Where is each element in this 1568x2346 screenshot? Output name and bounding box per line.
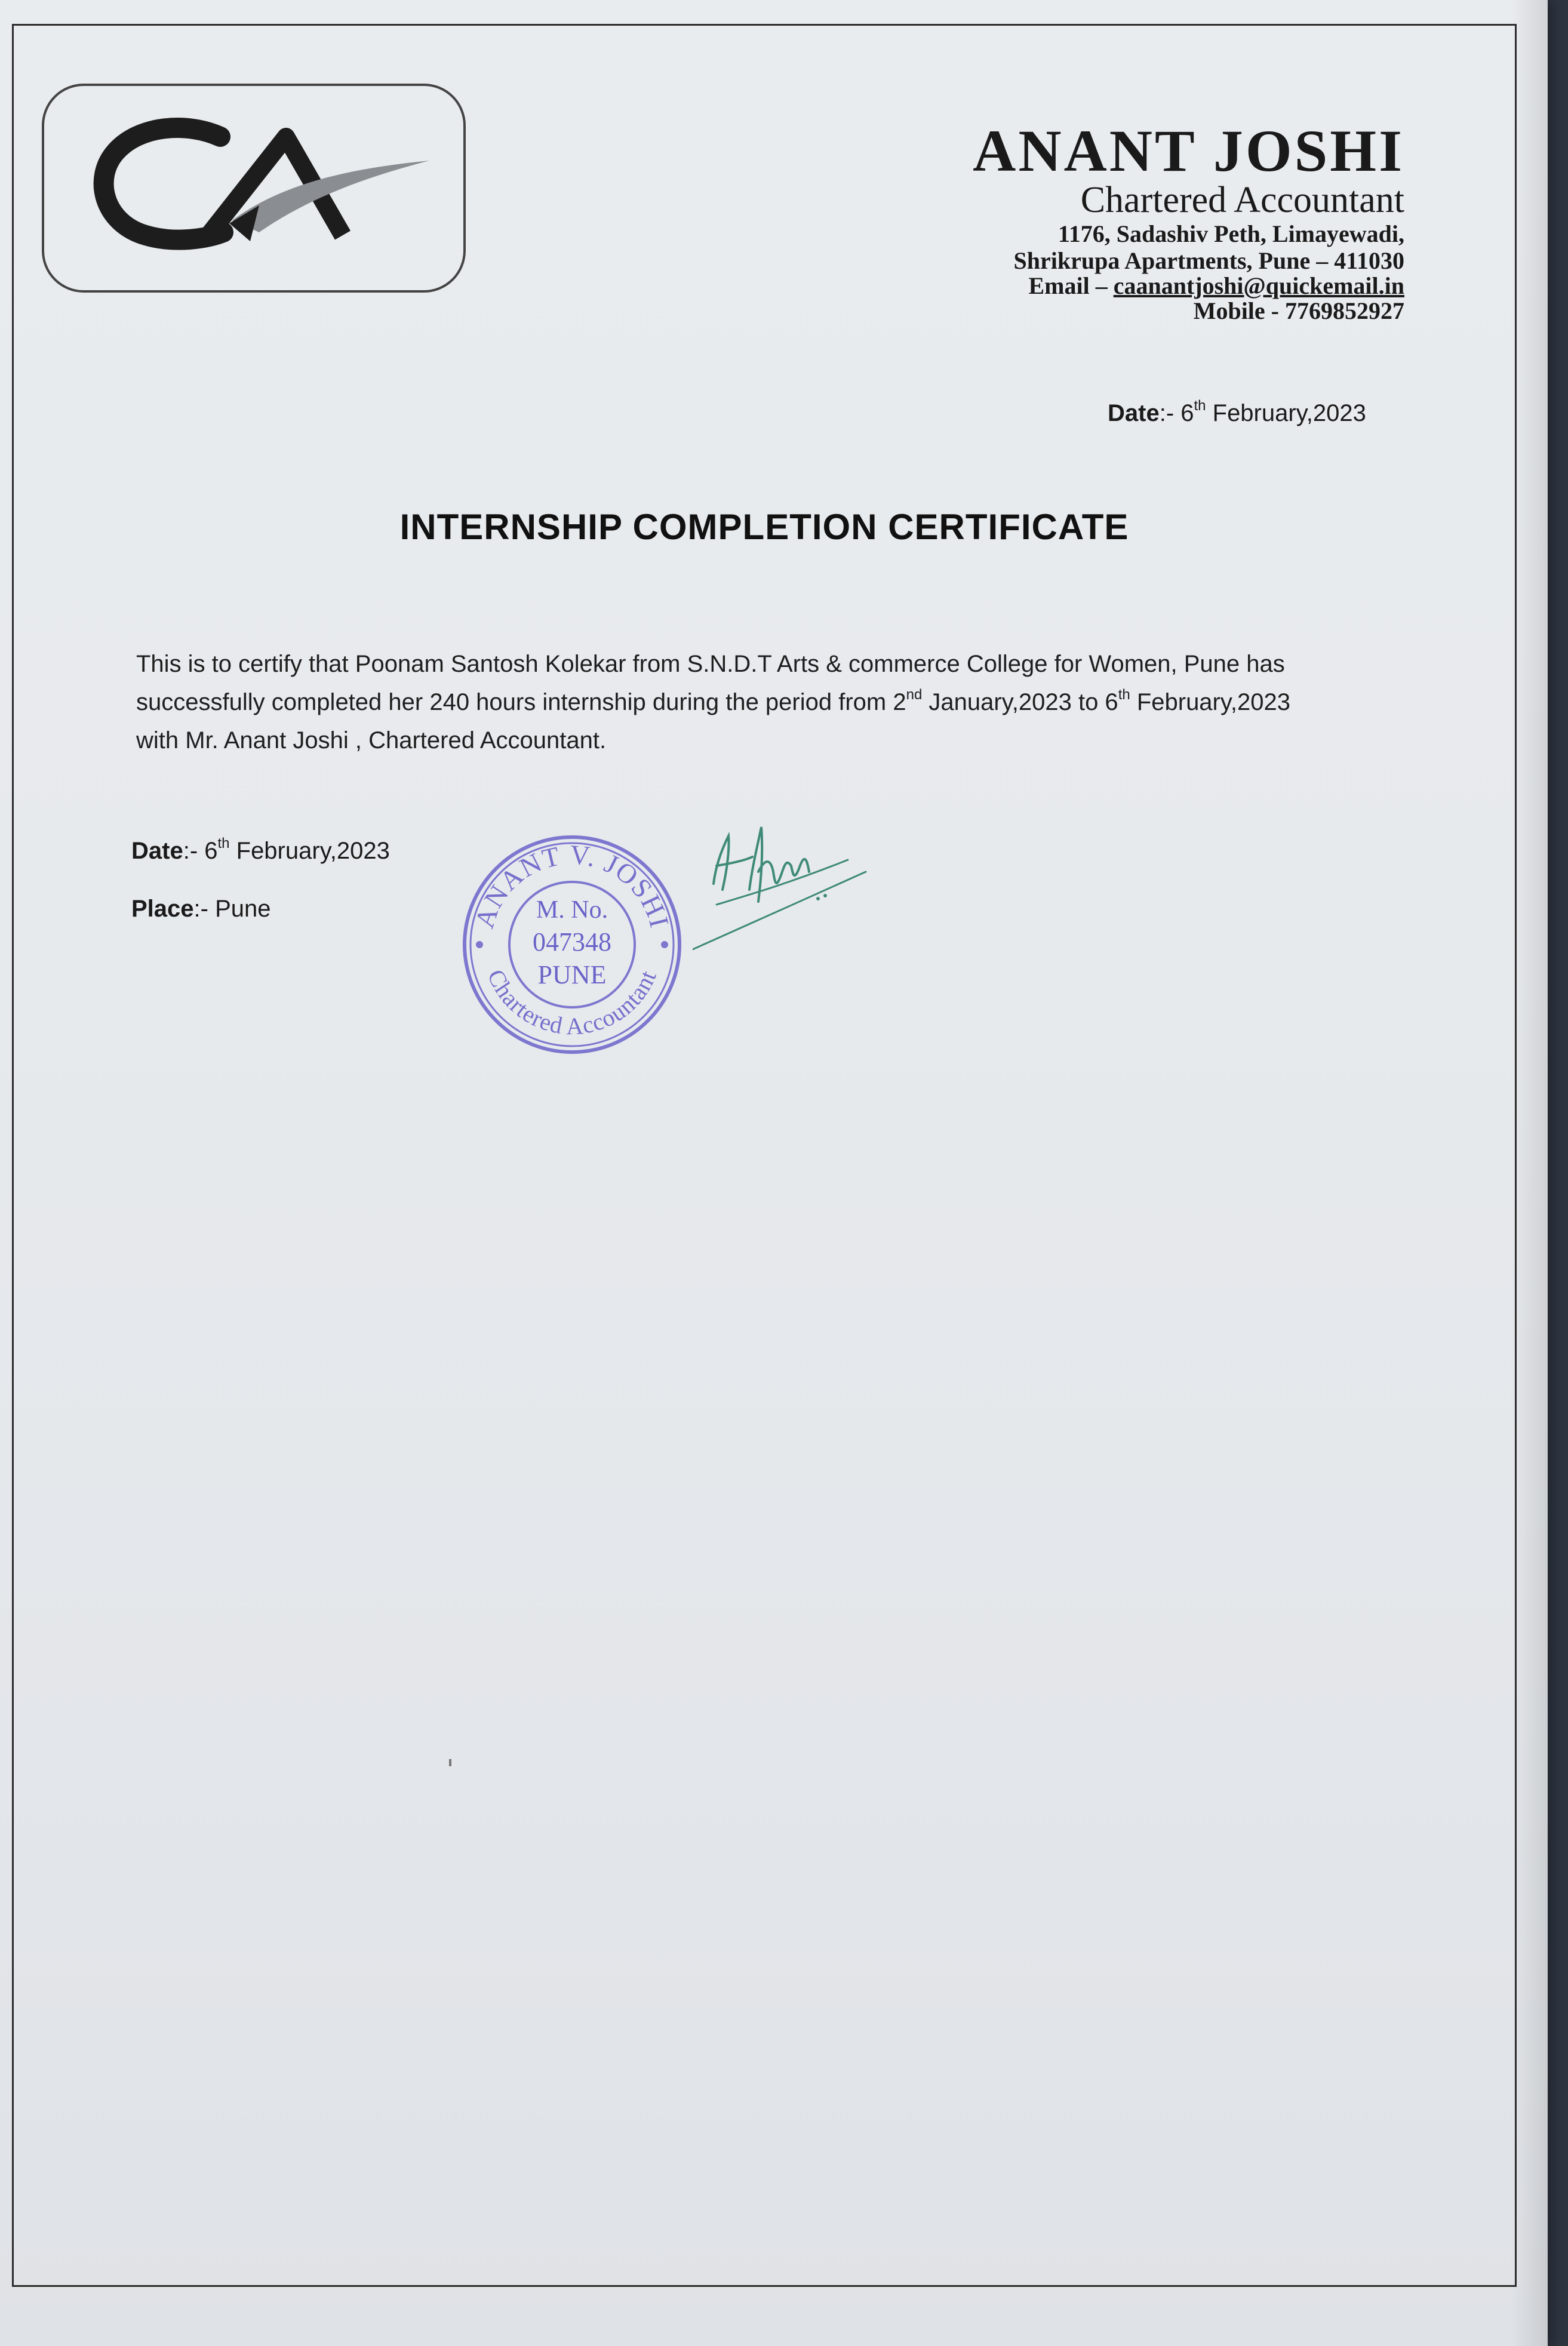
body-line-2-sup-2: th xyxy=(1118,687,1130,703)
mobile-line: Mobile - 7769852927 xyxy=(1193,297,1404,324)
footer-date-label: Date xyxy=(131,838,183,864)
certificate-title: INTERNSHIP COMPLETION CERTIFICATE xyxy=(399,507,1129,547)
body-line-3: with Mr. Anant Joshi , Chartered Accountant. xyxy=(136,727,607,754)
stamp-line-3: PUNE xyxy=(537,960,607,989)
place-label: Place xyxy=(131,896,194,922)
certificate-body xyxy=(136,645,1378,760)
header-date-separator: :- 6 xyxy=(1159,400,1194,426)
firm-title: Chartered Accountant xyxy=(1080,180,1404,220)
body-line-2-a: successfully completed her 240 hours internship during the period from 2 xyxy=(136,689,906,715)
email-link[interactable]: caanantjoshi@quickemail.in xyxy=(1113,272,1404,299)
address-line-2: Shrikrupa Apartments, Pune – 411030 xyxy=(1013,247,1404,274)
signature-icon xyxy=(693,800,896,955)
page-shadow xyxy=(1512,0,1548,2346)
email-line xyxy=(1028,272,1404,300)
body-line-2-b: January,2023 to 6 xyxy=(922,689,1118,715)
ca-logo-icon xyxy=(80,110,438,271)
header-date-label: Date xyxy=(1108,400,1160,426)
footer-date xyxy=(131,835,390,865)
header-date xyxy=(1108,400,1366,427)
stamp-line-1: M. No. xyxy=(536,896,608,924)
footer-date-suffix: th xyxy=(217,835,230,851)
body-line-2-c: February,2023 xyxy=(1130,689,1291,715)
official-stamp xyxy=(459,831,685,1061)
stamp-bottom-arc: Chartered Accountant xyxy=(482,965,662,1040)
stamp-top-arc: ANANT V. JOSHI xyxy=(469,839,675,932)
footer-place xyxy=(131,896,271,923)
header-date-suffix: th xyxy=(1194,398,1206,414)
body-line-1: This is to certify that Poonam Santosh Kolekar from S.N.D.T Arts & commerce College for Women, Pune has xyxy=(136,651,1285,677)
place-value: :- Pune xyxy=(193,896,271,922)
header-date-rest: February,2023 xyxy=(1206,400,1366,426)
ca-logo xyxy=(42,84,466,293)
address-line-1: 1176, Sadashiv Peth, Limayewadi, xyxy=(1057,220,1404,247)
footer-date-rest: February,2023 xyxy=(229,838,390,864)
stamp-line-2: 047348 xyxy=(533,927,611,957)
email-label: Email – xyxy=(1028,272,1114,299)
stamp-seal-icon xyxy=(459,831,685,1058)
footer-date-separator: :- 6 xyxy=(183,838,218,864)
body-line-2 xyxy=(136,683,1378,721)
handwritten-signature xyxy=(693,800,896,958)
page-border xyxy=(12,24,1517,2287)
firm-name: ANANT JOSHI xyxy=(973,118,1404,184)
paper-speck xyxy=(449,1759,451,1766)
body-line-2-sup-1: nd xyxy=(906,687,923,703)
